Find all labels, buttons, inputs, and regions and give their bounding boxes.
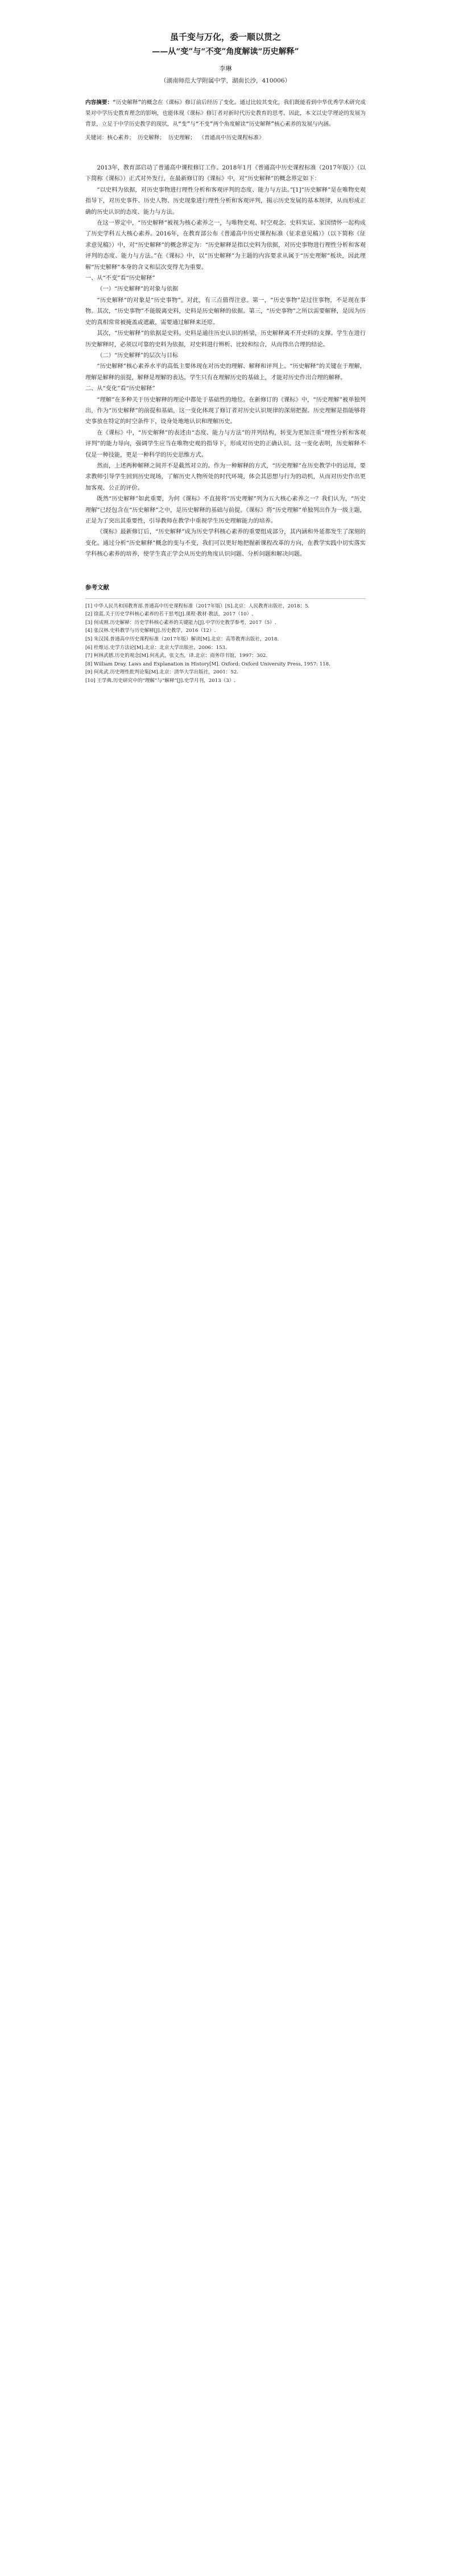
keywords [85, 133, 366, 143]
author-affiliation: （湖南师范大学附属中学，湖南长沙，410006） [160, 77, 291, 84]
abstract-text: “历史解释”的概念在《课标》修订前后经历了变化。通过比较其变化，我们既能看到中华优秀学术研究成果对中学历史教育理念的影响，也能体现《课标》修订者对新时代历史教育的思考。因此，本文以史学理论的发展为背景，立足于中学历史教学的现状，从“变”与“不变”两个角度解读“历史解释”核心素养的发展与内涵。 [85, 100, 366, 127]
section-heading: 一、从“不变”看“历史解释” [85, 275, 155, 282]
keywords-text: 核心素养； 历史解释； 历史理解； 《普通高中历史课程标准》 [107, 135, 264, 141]
body-paragraph: “历史解释”的对象是“历史事物”。对此，有三点值得注意。第一，“历史事物”是过往事物，不是现在事物。其次，“历史事物”不能脱离史料，史料是历史解释的依据。第三，“历史事物”之所以需要解释，是因为历史的真相常常被掩盖或遮蔽，需要通过解释来还原。 [85, 297, 366, 326]
paper-title: 虽千变与万化，委一顺以贯之 [169, 32, 281, 42]
body-paragraph: 《课标》最新修订后，“历史解释”成为历史学科核心素养的重要组成部分，其内涵和外延都发生了深刻的变化。通过分析“历史解释”概念的变与不变，我们可以更好地把握新课程改革的方向，在教学实践中切实落实学科核心素养的培养，使学生真正学会从历史的角度认识问题、分析问题和解决问题。 [85, 529, 366, 558]
paper-subtitle: ——从“变”与“不变”角度解读“历史解释” [152, 47, 299, 56]
reference-item: [3] 何成刚.历史解释：历史学科核心素养的关键能力[J].中学历史教学参考，2017（5）. [85, 619, 276, 626]
reference-item: [2] 徐蓝.关于历史学科核心素养的若干思考[J].课程·教材·教法，2017（10）. [85, 611, 253, 618]
paper-body [85, 163, 366, 560]
reference-item: [8] William Dray. Laws and Explanation in History[M]. Oxford: Oxford University Press, 1957: 118. [85, 661, 330, 667]
author-name: 李琳 [219, 65, 232, 72]
body-paragraph: 其次，“历史解释”的依据是史料。史料是通往历史认识的桥梁，历史解释离不开史料的支撑。学生在进行历史解释时，必须以可靠的史料为依据，对史料进行辨析、比较和综合，从而得出合理的结论。 [85, 330, 366, 348]
body-paragraph: 在《课标》中，“历史解释”的表述由“态度、能力与方法”的并列结构，转变为更加注重“理性分析和客观评判”的能力导向，强调学生应当在唯物史观的指导下，形成对历史的正确认识。这一变化表明，历史解释不仅是一种技能，更是一种科学的历史思维方式。 [85, 429, 366, 458]
section-heading: 二、从“变化”看“历史解释” [85, 386, 155, 392]
body-paragraph: “历史解释”核心素养水平的高低主要体现在对历史的理解、解释和评判上。“历史解释”的关键在于理解，理解是解释的前提，解释是理解的表达。学生只有在理解历史的基础上，才能对历史作出合理的解释。 [85, 363, 366, 381]
body-paragraph: 在这一界定中，“历史解释”被视为核心素养之一，与唯物史观、时空观念、史料实证、家国情怀一起构成了历史学科五大核心素养。2016年，在教育部公布《普通高中历史课程标准（征求意见稿）》（以下简称《征求意见稿》）中，对“历史解释”的概念界定为：“历史解释是指以史料为依据，对历史事物进行理性分析和客观评判的态度、能力与方法。”在《课标》中，以“历史解释”为主题的内容要求从属于“历史理解”板块，因此理解“历史解释”本身的含义和层次变得尤为重要。 [85, 220, 366, 271]
references-list [85, 602, 366, 685]
subsection-heading: （二）“历史解释”的层次与目标 [97, 352, 179, 359]
body-paragraph: 既然“历史解释”如此重要，为何《课标》不直接将“历史理解”列为五大核心素养之一？我们认为，“历史理解”已经包含在“历史解释”之中，是历史解释的基础与前提。《课标》将“历史理解”单独列出作为一级主题，正是为了突出其重要性，引导教师在教学中重视学生历史理解能力的培养。 [85, 496, 366, 524]
reference-item: [9] 何兆武.历史理性批判论集[M].北京：清华大学出版社，2001：52. [85, 669, 239, 676]
reference-item: [4] 张汉林.史料教学与历史解释[J].历史教学，2016（12）. [85, 628, 216, 634]
body-paragraph: “理解”在多种关于历史解释的理论中都处于基础性的地位。在新修订的《课标》中，“历史理解”被单独列出，作为“历史解释”的前提和基础，这一变化体现了修订者对历史认识规律的深刻把握。历史理解是指能够将史事放在特定的时空条件下，设身处地地认识和理解历史。 [85, 396, 366, 425]
reference-item: [10] 王学典.历史研究中的“理解”与“解释”[J].史学月刊，2013（3）. [85, 677, 236, 684]
references-heading: 参考文献 [85, 584, 109, 591]
references-divider [85, 598, 366, 599]
body-paragraph: 2013年，教育部启动了普通高中课程修订工作。2018年1月《普通高中历史课程标准（2017年版）》（以下简称《课标》）正式对外发行，在最新修订的《课标》中，对“历史解释”的概念界定如下： [85, 165, 366, 183]
abstract [85, 97, 366, 130]
reference-item: [5] 朱汉国.普通高中历史课程标准（2017年版）解读[M].北京：高等教育出版社，2018. [85, 636, 279, 642]
reference-item: [6] 杜维运.史学方法论[M].北京：北京大学出版社，2006：153. [85, 644, 227, 651]
body-paragraph: “以史料为依据，对历史事物进行理性分析和客观评判的态度、能力与方法。”[1]“历史解释”是在唯物史观指导下，对历史事件、历史人物、历史现象进行理性分析和客观评判，揭示历史发展的基本规律，从而形成正确的历史认识的态度、能力与方法。 [85, 187, 366, 216]
reference-item: [1] 中华人民共和国教育部.普通高中历史课程标准（2017年版）[S].北京：人民教育出版社，2018：5. [85, 603, 310, 609]
abstract-label: 内容摘要： [85, 100, 113, 106]
subsection-heading: （一）“历史解释”的对象与依据 [97, 286, 179, 293]
keywords-label: 关键词： [85, 135, 107, 141]
body-paragraph: 然而，上述两种解释之间并不是截然对立的。作为一种解释的方式，“历史理解”在历史教学中的运用，要求教师引导学生回到历史现场，了解历史人物所处的时代环境，体会其思想与行为的动机，从而对历史作出更加客观、公正的评价。 [85, 462, 366, 491]
reference-item: [7] 柯林武德.历史的观念[M].何兆武，张文杰，译.北京：商务印书馆，1997：302. [85, 653, 268, 659]
